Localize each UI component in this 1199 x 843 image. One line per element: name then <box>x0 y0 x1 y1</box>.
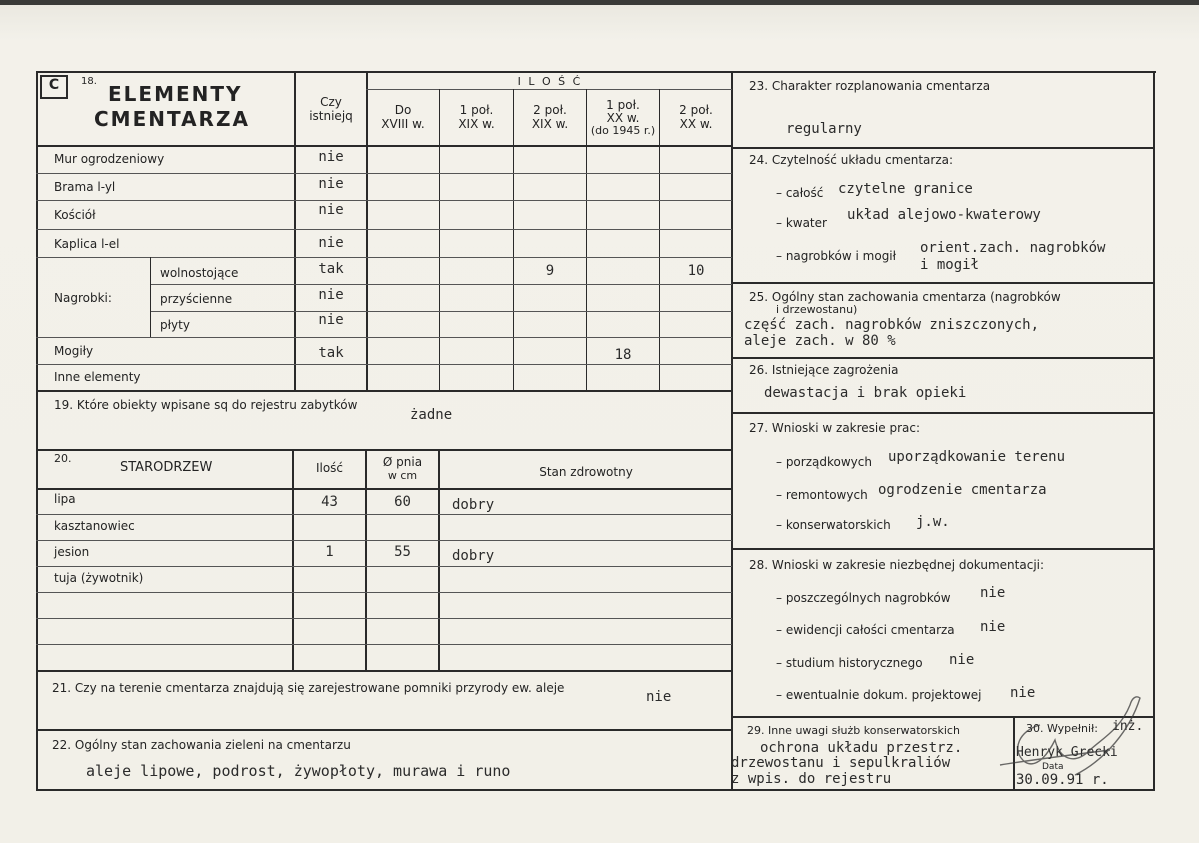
s21-bottom-line <box>36 729 733 731</box>
period-1-l1: Do <box>394 103 412 117</box>
s25-label-l1: 25. Ogólny stan zachowania cmentarza (nagrobków <box>749 290 1061 304</box>
s20-title: STARODRZEW <box>120 460 213 475</box>
element-label-kosciol: Kościół <box>54 208 96 222</box>
s20-col-diam-l2: w cm <box>387 469 418 482</box>
element-label-inne: Inne elementy <box>54 370 141 384</box>
row-line-6 <box>150 311 732 312</box>
s19-label: 19. Które obiekty wpisane sq do rejestru zabytków <box>54 398 358 412</box>
element-label-brama: Brama l-yl <box>54 180 116 194</box>
period-4-l1: 1 poł. <box>606 98 640 112</box>
s24-item-1-label: – całość <box>776 186 824 200</box>
elements-header-bottom <box>36 145 733 147</box>
s20-row-line-2 <box>36 540 732 541</box>
s25-value-l1: część zach. nagrobków zniszczonych, <box>744 317 1040 333</box>
s24-item-3-value2: i mogił <box>920 257 980 273</box>
s27-item-1-value: uporządkowanie terenu <box>888 449 1066 465</box>
s20-col-count-left <box>292 449 294 671</box>
s29-value-l2: drzewostanu i sepulkraliów <box>731 755 951 771</box>
s24-item-1-value: czytelne granice <box>838 181 973 197</box>
s20-row-line-5 <box>36 618 732 619</box>
s20-number: 20. <box>54 452 72 465</box>
element-exists-brama: nie <box>318 176 344 192</box>
s25-value-l2: aleje zach. w 80 % <box>744 333 896 349</box>
s28-item-4-value: nie <box>1010 685 1036 701</box>
row-line-5 <box>150 284 732 285</box>
col-exists-l1: Czy <box>320 95 342 109</box>
period-2-l1: 1 poł. <box>459 103 494 117</box>
frame-bottom-line <box>36 789 1154 791</box>
tree-diam-jesion: 55 <box>394 544 411 560</box>
s29-value-l3: z wpis. do rejestru <box>731 771 892 787</box>
s20-bottom-line <box>36 670 733 672</box>
element-label-mur: Mur ogrodzeniowy <box>54 152 165 166</box>
nagrobki-divider <box>150 257 151 337</box>
frame-top-line <box>36 71 1156 73</box>
elements-col-3 <box>513 89 514 391</box>
s28-item-2-value: nie <box>980 619 1006 635</box>
s19-bottom-line <box>36 449 733 451</box>
s24-item-3-label: – nagrobków i mogił <box>776 249 897 263</box>
s30-name: Henryk Grecki <box>1016 745 1118 760</box>
s22-label: 22. Ogólny stan zachowania zieleni na cmentarzu <box>52 738 351 752</box>
s28-item-1-label: – poszczególnych nagrobków <box>776 591 951 605</box>
s30-title: inż. <box>1112 719 1144 734</box>
frame-left-line <box>36 71 38 791</box>
card-letter: C <box>48 77 60 93</box>
s20-row-line-3 <box>36 566 732 567</box>
period-1-l2: XVIII w. <box>381 117 425 131</box>
s29-value-l1: ochrona układu przestrz. <box>760 740 963 756</box>
s27-item-1-label: – porządkowych <box>776 455 872 469</box>
s29-label: 29. Inne uwagi służb konserwatorskich <box>747 724 960 737</box>
s25-label-l2: i drzewostanu) <box>776 303 858 316</box>
s28-label: 28. Wnioski w zakresie niezbędnej dokumentacji: <box>749 558 1045 572</box>
count-wolnostojace-p5: 10 <box>687 263 705 279</box>
row-line-1 <box>36 173 732 174</box>
nagrobki-label: Nagrobki: <box>54 291 112 305</box>
element-exists-mogily: tak <box>318 345 344 361</box>
s28-item-2-label: – ewidencji całości cmentarza <box>776 623 955 637</box>
s21-label: 21. Czy na terenie cmentarza znajdują się zarejestrowane pomniki przyrody ew. aleje <box>52 681 565 695</box>
elements-title-line1: ELEMENTY <box>108 82 243 106</box>
s24-item-2-value: układ alejowo-kwaterowy <box>847 207 1041 223</box>
tree-count-jesion: 1 <box>325 544 334 560</box>
element-exists-mur: nie <box>318 149 344 165</box>
element-label-mogily: Mogiły <box>54 344 94 358</box>
row-line-8 <box>36 364 732 365</box>
tree-name-lipa: lipa <box>54 492 76 506</box>
tree-diam-lipa: 60 <box>394 494 411 510</box>
s21-value: nie <box>646 689 672 705</box>
elements-bottom-line <box>36 390 733 392</box>
s20-row-line-4 <box>36 592 732 593</box>
s24-item-2-label: – kwater <box>776 216 827 230</box>
s27-item-3-label: – konserwatorskich <box>776 518 891 532</box>
s19-value: żadne <box>410 407 453 423</box>
elements-title-line2: CMENTARZA <box>94 107 250 131</box>
s23-value: regularny <box>786 121 862 137</box>
period-4-l3: (do 1945 r.) <box>590 124 656 137</box>
row-line-3 <box>36 229 732 230</box>
s28-item-1-value: nie <box>980 585 1006 601</box>
period-5-l1: 2 poł. <box>679 103 713 117</box>
period-2-l2: XIX w. <box>458 117 495 131</box>
s27-item-2-value: ogrodzenie cmentarza <box>878 482 1047 498</box>
s20-header-bottom <box>36 488 733 490</box>
s30-label: 30. Wypełnił: <box>1026 722 1098 735</box>
period-5-l2: XX w. <box>679 117 713 131</box>
tree-name-jesion: jesion <box>54 545 90 559</box>
s28-item-4-label: – ewentualnie dokum. projektowej <box>776 688 982 702</box>
count-mogily-p4: 18 <box>614 347 632 363</box>
s27-bottom-line <box>731 548 1155 550</box>
element-exists-kaplica: nie <box>318 235 344 251</box>
row-line-7 <box>36 337 732 338</box>
tree-name-tuja: tuja (żywotnik) <box>54 571 144 585</box>
s20-row-line-1 <box>36 514 732 515</box>
s26-label: 26. Istniejące zagrożenia <box>749 363 899 377</box>
s20-col-health-left <box>438 449 440 671</box>
s25-bottom-line <box>731 357 1155 359</box>
period-3-l2: XIX w. <box>531 117 569 131</box>
signature-mark <box>980 690 1155 785</box>
s20-col-health: Stan zdrowotny <box>539 465 633 479</box>
element-exists-plyty: nie <box>318 312 344 328</box>
s22-value: aleje lipowe, podrost, żywopłoty, murawa i runo <box>86 762 511 780</box>
s30-date: 30.09.91 r. <box>1016 772 1109 788</box>
elements-section-number: 18. <box>81 76 97 87</box>
ilosc-header: I L O Ś Ć <box>517 75 583 88</box>
tree-name-kasztanowiec: kasztanowiec <box>54 519 135 533</box>
element-label-przyscienne: przyścienne <box>160 292 233 306</box>
frame-right-line <box>1153 71 1155 791</box>
element-label-plyty: płyty <box>160 318 190 332</box>
s20-col-diam-l1: Ø pnia <box>382 455 423 469</box>
s27-item-3-value: j.w. <box>916 514 950 530</box>
s30-date-label: Data <box>1042 762 1064 772</box>
frame-middle-line <box>731 71 733 791</box>
s26-value: dewastacja i brak opieki <box>764 385 967 401</box>
s23-label: 23. Charakter rozplanowania cmentarza <box>749 79 991 93</box>
s24-bottom-line <box>731 282 1155 284</box>
row-line-4 <box>36 257 732 258</box>
period-4-l2: XX w. <box>606 111 640 125</box>
s27-label: 27. Wnioski w zakresie prac: <box>749 421 921 435</box>
tree-count-lipa: 43 <box>321 494 338 510</box>
s20-row-line-6 <box>36 644 732 645</box>
s27-item-2-label: – remontowych <box>776 488 868 502</box>
count-wolnostojace-p3: 9 <box>545 263 555 279</box>
col-exists-l2: istniejq <box>309 109 353 123</box>
element-label-kaplica: Kaplica l-el <box>54 237 120 251</box>
s28-item-3-value: nie <box>949 652 975 668</box>
s23-bottom-line <box>731 147 1155 149</box>
element-exists-wolnostojace: tak <box>318 261 344 277</box>
tree-health-jesion: dobry <box>452 548 495 564</box>
period-3-l1: 2 poł. <box>533 103 567 117</box>
element-exists-kosciol: nie <box>318 202 344 218</box>
s24-label: 24. Czytelność układu cmentarza: <box>749 153 954 167</box>
ilosc-subline <box>366 89 732 90</box>
row-line-2 <box>36 200 732 201</box>
element-label-wolnostojace: wolnostojące <box>160 266 239 280</box>
s24-item-3-value: orient.zach. nagrobków <box>920 240 1106 256</box>
elements-col-5 <box>659 89 660 391</box>
tree-health-lipa: dobry <box>452 497 495 513</box>
elements-col-2 <box>439 89 440 391</box>
s20-col-count: Ilość <box>315 461 344 475</box>
s26-bottom-line <box>731 412 1155 414</box>
element-exists-przyscienne: nie <box>318 287 344 303</box>
s28-item-3-label: – studium historycznego <box>776 656 923 670</box>
